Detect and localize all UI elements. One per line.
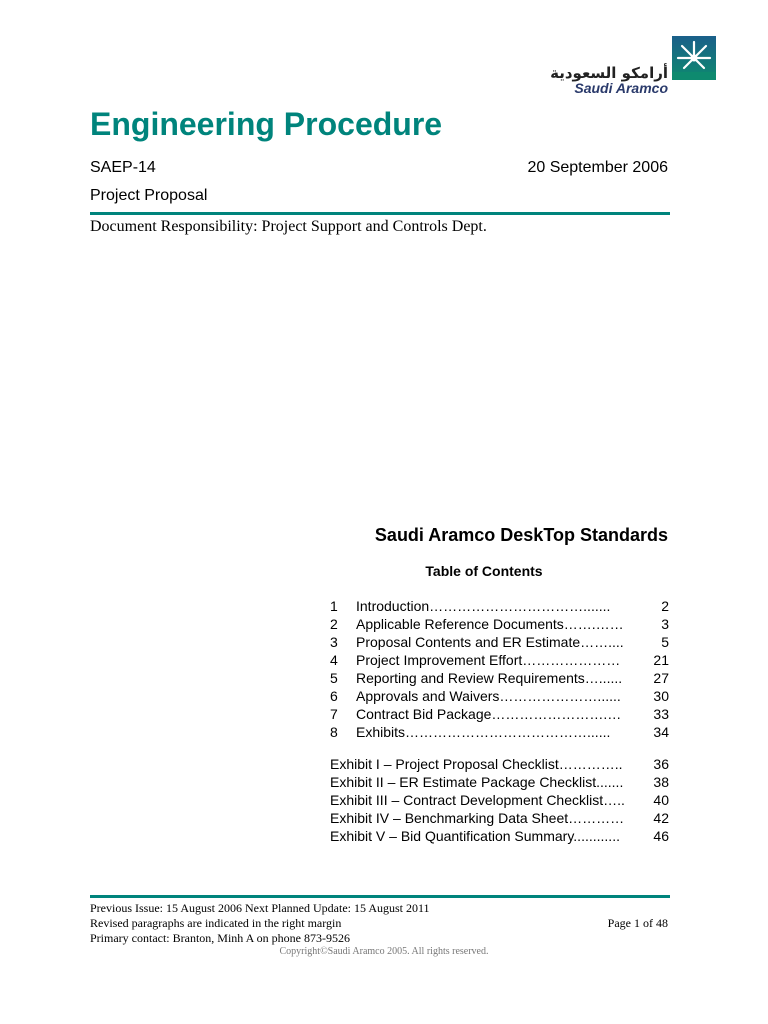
toc-item[interactable] <box>330 688 669 706</box>
exhibit-page: 40 <box>653 792 669 808</box>
toc-item-page: 2 <box>661 598 669 614</box>
footer-revision-note: Revised paragraphs are indicated in the right margin <box>90 916 342 930</box>
footer-contact: Primary contact: Branton, Minh A on phone 873-9526 <box>90 931 350 945</box>
toc-item[interactable] <box>330 634 669 652</box>
exhibit-item[interactable] <box>330 828 669 846</box>
toc-item-page: 27 <box>653 670 669 686</box>
page-title: Engineering Procedure <box>90 106 443 142</box>
toc-item-page: 3 <box>661 616 669 632</box>
toc-item[interactable] <box>330 652 669 670</box>
toc-item-title: Project Improvement Effort………………… <box>356 652 621 668</box>
toc-item-number: 5 <box>330 670 338 686</box>
footer-issue-info: Previous Issue: 15 August 2006 Next Planned Update: 15 August 2011 <box>90 901 430 915</box>
toc-item-number: 7 <box>330 706 338 722</box>
saudi-aramco-logo-icon <box>672 36 716 80</box>
exhibit-item[interactable] <box>330 756 669 774</box>
exhibit-title: Exhibit III – Contract Development Checklist….. <box>330 792 625 808</box>
toc-item-title: Reporting and Review Requirements…...... <box>356 670 623 686</box>
copyright-notice: Copyright©Saudi Aramco 2005. All rights reserved. <box>279 946 489 957</box>
document-responsibility: Document Responsibility: Project Support and Controls Dept. <box>90 218 487 235</box>
exhibit-page: 46 <box>653 828 669 844</box>
document-code: SAEP-14 <box>90 159 156 176</box>
exhibit-page: 38 <box>653 774 669 790</box>
toc-item-number: 8 <box>330 724 338 740</box>
exhibit-page: 42 <box>653 810 669 826</box>
toc-item[interactable] <box>330 598 669 616</box>
toc-item-number: 6 <box>330 688 338 704</box>
exhibits-list <box>330 756 669 846</box>
logo-arabic-name: أرامكو السعودية <box>550 64 668 82</box>
toc-heading: Table of Contents <box>425 563 543 579</box>
document-subject: Project Proposal <box>90 187 208 204</box>
exhibit-title: Exhibit II – ER Estimate Package Checklist....... <box>330 774 624 790</box>
exhibit-item[interactable] <box>330 810 669 828</box>
toc-item-title: Exhibits…………………………………...... <box>356 724 611 740</box>
toc-item-page: 30 <box>653 688 669 704</box>
toc-item[interactable] <box>330 724 669 742</box>
toc-item[interactable] <box>330 706 669 724</box>
exhibit-title: Exhibit V – Bid Quantification Summary............ <box>330 828 620 844</box>
toc-item-page: 34 <box>653 724 669 740</box>
table-of-contents <box>330 598 669 742</box>
toc-item-number: 4 <box>330 652 338 668</box>
toc-item-number: 2 <box>330 616 338 632</box>
company-logo-text <box>550 64 668 96</box>
toc-item-number: 3 <box>330 634 338 650</box>
toc-item-title: Introduction……………………………....... <box>356 598 611 614</box>
exhibit-title: Exhibit IV – Benchmarking Data Sheet………… <box>330 810 625 826</box>
standards-title: Saudi Aramco DeskTop Standards <box>374 525 668 545</box>
toc-item-number: 1 <box>330 598 338 614</box>
toc-item[interactable] <box>330 670 669 688</box>
header-divider <box>90 212 670 215</box>
toc-item-title: Approvals and Waivers…………………...... <box>356 688 621 704</box>
exhibit-title: Exhibit I – Project Proposal Checklist………….. <box>330 756 623 772</box>
toc-item-page: 5 <box>661 634 669 650</box>
toc-item-title: Applicable Reference Documents…….…… <box>356 616 624 632</box>
exhibit-page: 36 <box>653 756 669 772</box>
toc-item-title: Contract Bid Package…………………….… <box>356 706 622 722</box>
footer-divider <box>90 895 670 898</box>
document-date: 20 September 2006 <box>527 159 668 176</box>
exhibit-item[interactable] <box>330 774 669 792</box>
toc-item-page: 21 <box>653 652 669 668</box>
toc-item-page: 33 <box>653 706 669 722</box>
exhibit-item[interactable] <box>330 792 669 810</box>
logo-latin-name: Saudi Aramco <box>574 80 668 96</box>
toc-item[interactable] <box>330 616 669 634</box>
toc-item-title: Proposal Contents and ER Estimate…….... <box>356 634 624 650</box>
page-number: Page 1 of 48 <box>607 916 668 930</box>
